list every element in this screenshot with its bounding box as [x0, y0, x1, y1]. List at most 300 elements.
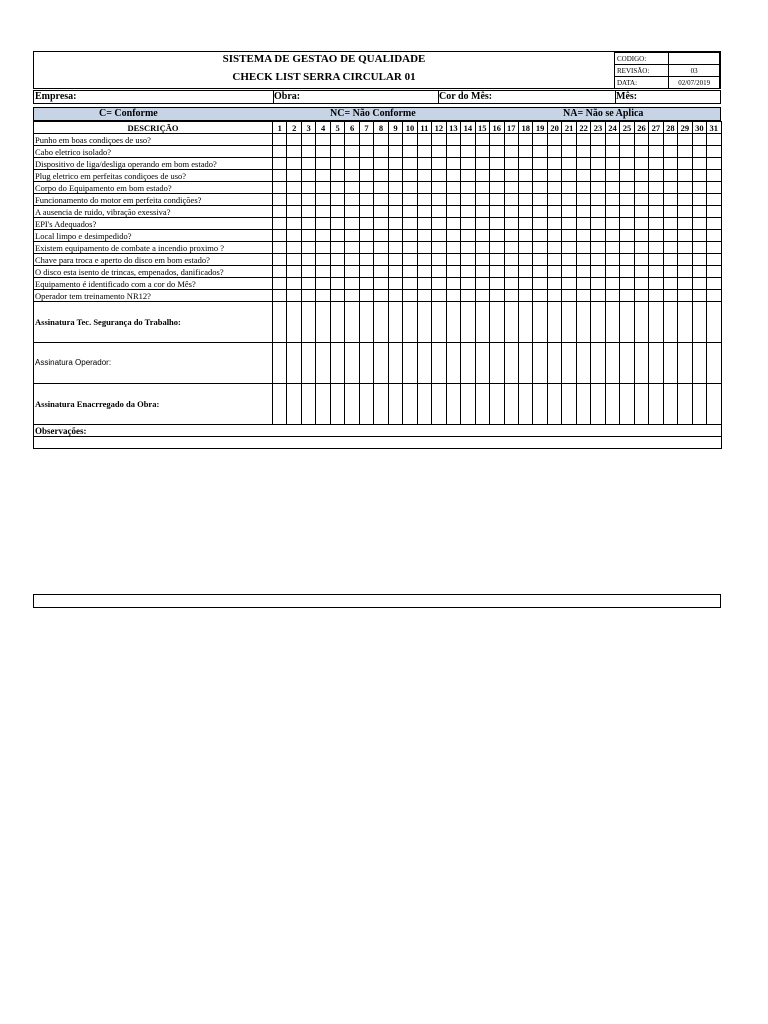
check-cell[interactable] — [345, 254, 359, 266]
check-cell[interactable] — [591, 134, 605, 146]
check-cell[interactable] — [605, 290, 619, 302]
check-cell[interactable] — [388, 206, 402, 218]
check-cell[interactable] — [374, 194, 388, 206]
check-cell[interactable] — [345, 242, 359, 254]
check-cell[interactable] — [576, 266, 590, 278]
check-cell[interactable] — [504, 278, 518, 290]
check-cell[interactable] — [461, 182, 475, 194]
check-cell[interactable] — [316, 194, 330, 206]
signature-cell[interactable] — [446, 343, 460, 384]
check-cell[interactable] — [591, 266, 605, 278]
signature-cell[interactable] — [678, 343, 692, 384]
check-cell[interactable] — [591, 146, 605, 158]
check-cell[interactable] — [490, 218, 504, 230]
signature-cell[interactable] — [359, 302, 373, 343]
check-cell[interactable] — [273, 266, 287, 278]
check-cell[interactable] — [533, 182, 547, 194]
check-cell[interactable] — [504, 254, 518, 266]
check-cell[interactable] — [461, 134, 475, 146]
check-cell[interactable] — [649, 134, 663, 146]
check-cell[interactable] — [490, 146, 504, 158]
check-cell[interactable] — [330, 170, 344, 182]
signature-cell[interactable] — [359, 343, 373, 384]
check-cell[interactable] — [562, 266, 576, 278]
check-cell[interactable] — [504, 146, 518, 158]
check-cell[interactable] — [547, 182, 561, 194]
check-cell[interactable] — [504, 182, 518, 194]
signature-cell[interactable] — [374, 343, 388, 384]
signature-cell[interactable] — [403, 302, 417, 343]
check-cell[interactable] — [562, 242, 576, 254]
check-cell[interactable] — [490, 194, 504, 206]
site-field[interactable]: Obra: — [273, 91, 439, 103]
check-cell[interactable] — [316, 290, 330, 302]
company-field[interactable]: Empresa: — [34, 91, 274, 103]
check-cell[interactable] — [504, 230, 518, 242]
signature-cell[interactable] — [330, 384, 344, 425]
check-cell[interactable] — [432, 146, 446, 158]
check-cell[interactable] — [663, 278, 677, 290]
check-cell[interactable] — [475, 206, 489, 218]
check-cell[interactable] — [403, 170, 417, 182]
check-cell[interactable] — [475, 158, 489, 170]
signature-cell[interactable] — [417, 384, 431, 425]
check-cell[interactable] — [273, 134, 287, 146]
check-cell[interactable] — [562, 206, 576, 218]
check-cell[interactable] — [678, 254, 692, 266]
signature-cell[interactable] — [620, 384, 634, 425]
check-cell[interactable] — [620, 266, 634, 278]
signature-cell[interactable] — [576, 302, 590, 343]
signature-cell[interactable] — [707, 384, 721, 425]
check-cell[interactable] — [359, 146, 373, 158]
signature-cell[interactable] — [707, 302, 721, 343]
check-cell[interactable] — [605, 230, 619, 242]
check-cell[interactable] — [518, 194, 532, 206]
check-cell[interactable] — [678, 230, 692, 242]
check-cell[interactable] — [475, 254, 489, 266]
signature-cell[interactable] — [475, 302, 489, 343]
signature-cell[interactable] — [547, 343, 561, 384]
signature-cell[interactable] — [663, 343, 677, 384]
check-cell[interactable] — [576, 206, 590, 218]
check-cell[interactable] — [634, 254, 648, 266]
check-cell[interactable] — [707, 242, 721, 254]
check-cell[interactable] — [707, 254, 721, 266]
check-cell[interactable] — [403, 278, 417, 290]
check-cell[interactable] — [678, 146, 692, 158]
check-cell[interactable] — [316, 254, 330, 266]
check-cell[interactable] — [663, 182, 677, 194]
check-cell[interactable] — [547, 206, 561, 218]
check-cell[interactable] — [562, 218, 576, 230]
check-cell[interactable] — [591, 206, 605, 218]
check-cell[interactable] — [475, 266, 489, 278]
check-cell[interactable] — [417, 146, 431, 158]
check-cell[interactable] — [374, 230, 388, 242]
check-cell[interactable] — [504, 266, 518, 278]
check-cell[interactable] — [287, 134, 301, 146]
check-cell[interactable] — [417, 290, 431, 302]
check-cell[interactable] — [649, 266, 663, 278]
check-cell[interactable] — [678, 134, 692, 146]
check-cell[interactable] — [605, 134, 619, 146]
check-cell[interactable] — [475, 194, 489, 206]
check-cell[interactable] — [273, 290, 287, 302]
check-cell[interactable] — [518, 134, 532, 146]
check-cell[interactable] — [678, 158, 692, 170]
check-cell[interactable] — [518, 230, 532, 242]
check-cell[interactable] — [330, 206, 344, 218]
check-cell[interactable] — [649, 230, 663, 242]
check-cell[interactable] — [301, 194, 315, 206]
check-cell[interactable] — [388, 218, 402, 230]
check-cell[interactable] — [403, 242, 417, 254]
signature-cell[interactable] — [287, 384, 301, 425]
check-cell[interactable] — [403, 182, 417, 194]
check-cell[interactable] — [620, 254, 634, 266]
check-cell[interactable] — [432, 206, 446, 218]
check-cell[interactable] — [461, 158, 475, 170]
check-cell[interactable] — [359, 194, 373, 206]
signature-cell[interactable] — [533, 343, 547, 384]
check-cell[interactable] — [461, 194, 475, 206]
check-cell[interactable] — [605, 218, 619, 230]
check-cell[interactable] — [475, 218, 489, 230]
check-cell[interactable] — [518, 146, 532, 158]
check-cell[interactable] — [330, 146, 344, 158]
signature-cell[interactable] — [374, 384, 388, 425]
signature-cell[interactable] — [374, 302, 388, 343]
signature-cell[interactable] — [547, 302, 561, 343]
check-cell[interactable] — [649, 182, 663, 194]
check-cell[interactable] — [301, 206, 315, 218]
signature-cell[interactable] — [475, 384, 489, 425]
check-cell[interactable] — [591, 290, 605, 302]
signature-cell[interactable] — [432, 302, 446, 343]
check-cell[interactable] — [417, 242, 431, 254]
check-cell[interactable] — [301, 158, 315, 170]
check-cell[interactable] — [518, 170, 532, 182]
check-cell[interactable] — [576, 182, 590, 194]
check-cell[interactable] — [273, 218, 287, 230]
check-cell[interactable] — [287, 158, 301, 170]
signature-cell[interactable] — [663, 384, 677, 425]
check-cell[interactable] — [547, 134, 561, 146]
check-cell[interactable] — [692, 230, 706, 242]
signature-cell[interactable] — [403, 384, 417, 425]
check-cell[interactable] — [576, 194, 590, 206]
check-cell[interactable] — [417, 134, 431, 146]
check-cell[interactable] — [692, 254, 706, 266]
signature-cell[interactable] — [692, 302, 706, 343]
check-cell[interactable] — [634, 146, 648, 158]
signature-cell[interactable] — [345, 343, 359, 384]
check-cell[interactable] — [273, 242, 287, 254]
check-cell[interactable] — [634, 134, 648, 146]
check-cell[interactable] — [287, 182, 301, 194]
signature-cell[interactable] — [330, 343, 344, 384]
check-cell[interactable] — [504, 134, 518, 146]
check-cell[interactable] — [562, 146, 576, 158]
check-cell[interactable] — [518, 218, 532, 230]
check-cell[interactable] — [591, 278, 605, 290]
signature-cell[interactable] — [504, 302, 518, 343]
check-cell[interactable] — [649, 194, 663, 206]
signature-cell[interactable] — [620, 343, 634, 384]
signature-cell[interactable] — [417, 302, 431, 343]
month-color-field[interactable]: Cor do Mês: — [438, 91, 616, 103]
check-cell[interactable] — [403, 134, 417, 146]
signature-cell[interactable] — [316, 343, 330, 384]
check-cell[interactable] — [663, 134, 677, 146]
signature-cell[interactable] — [301, 343, 315, 384]
check-cell[interactable] — [403, 146, 417, 158]
check-cell[interactable] — [533, 158, 547, 170]
check-cell[interactable] — [576, 158, 590, 170]
check-cell[interactable] — [692, 278, 706, 290]
check-cell[interactable] — [678, 206, 692, 218]
check-cell[interactable] — [707, 218, 721, 230]
signature-cell[interactable] — [533, 302, 547, 343]
check-cell[interactable] — [649, 146, 663, 158]
check-cell[interactable] — [504, 218, 518, 230]
check-cell[interactable] — [301, 170, 315, 182]
signature-cell[interactable] — [533, 384, 547, 425]
signature-cell[interactable] — [432, 384, 446, 425]
check-cell[interactable] — [403, 194, 417, 206]
check-cell[interactable] — [518, 206, 532, 218]
check-cell[interactable] — [417, 182, 431, 194]
check-cell[interactable] — [634, 290, 648, 302]
check-cell[interactable] — [330, 290, 344, 302]
check-cell[interactable] — [359, 218, 373, 230]
check-cell[interactable] — [634, 182, 648, 194]
check-cell[interactable] — [316, 278, 330, 290]
check-cell[interactable] — [620, 182, 634, 194]
check-cell[interactable] — [345, 218, 359, 230]
check-cell[interactable] — [663, 158, 677, 170]
check-cell[interactable] — [533, 242, 547, 254]
check-cell[interactable] — [533, 206, 547, 218]
check-cell[interactable] — [591, 158, 605, 170]
check-cell[interactable] — [634, 170, 648, 182]
check-cell[interactable] — [388, 230, 402, 242]
check-cell[interactable] — [620, 218, 634, 230]
check-cell[interactable] — [417, 266, 431, 278]
check-cell[interactable] — [533, 278, 547, 290]
check-cell[interactable] — [518, 158, 532, 170]
signature-cell[interactable] — [663, 302, 677, 343]
check-cell[interactable] — [446, 146, 460, 158]
check-cell[interactable] — [490, 134, 504, 146]
check-cell[interactable] — [417, 170, 431, 182]
check-cell[interactable] — [432, 230, 446, 242]
check-cell[interactable] — [446, 206, 460, 218]
check-cell[interactable] — [403, 218, 417, 230]
signature-cell[interactable] — [490, 343, 504, 384]
signature-cell[interactable] — [692, 343, 706, 384]
check-cell[interactable] — [316, 218, 330, 230]
signature-cell[interactable] — [359, 384, 373, 425]
check-cell[interactable] — [605, 182, 619, 194]
signature-cell[interactable] — [301, 302, 315, 343]
check-cell[interactable] — [547, 158, 561, 170]
check-cell[interactable] — [461, 206, 475, 218]
check-cell[interactable] — [634, 242, 648, 254]
check-cell[interactable] — [605, 242, 619, 254]
check-cell[interactable] — [620, 206, 634, 218]
check-cell[interactable] — [273, 278, 287, 290]
check-cell[interactable] — [620, 158, 634, 170]
check-cell[interactable] — [576, 230, 590, 242]
check-cell[interactable] — [301, 266, 315, 278]
check-cell[interactable] — [533, 194, 547, 206]
check-cell[interactable] — [273, 182, 287, 194]
check-cell[interactable] — [490, 170, 504, 182]
check-cell[interactable] — [388, 182, 402, 194]
check-cell[interactable] — [316, 206, 330, 218]
check-cell[interactable] — [562, 230, 576, 242]
signature-cell[interactable] — [518, 302, 532, 343]
check-cell[interactable] — [461, 278, 475, 290]
check-cell[interactable] — [490, 290, 504, 302]
check-cell[interactable] — [692, 194, 706, 206]
signature-cell[interactable] — [490, 302, 504, 343]
check-cell[interactable] — [634, 158, 648, 170]
check-cell[interactable] — [605, 170, 619, 182]
check-cell[interactable] — [461, 230, 475, 242]
check-cell[interactable] — [576, 134, 590, 146]
check-cell[interactable] — [374, 242, 388, 254]
signature-cell[interactable] — [692, 384, 706, 425]
check-cell[interactable] — [316, 134, 330, 146]
check-cell[interactable] — [490, 266, 504, 278]
signature-cell[interactable] — [388, 384, 402, 425]
check-cell[interactable] — [446, 254, 460, 266]
signature-cell[interactable] — [301, 384, 315, 425]
check-cell[interactable] — [692, 134, 706, 146]
check-cell[interactable] — [461, 218, 475, 230]
check-cell[interactable] — [316, 182, 330, 194]
check-cell[interactable] — [301, 254, 315, 266]
check-cell[interactable] — [576, 146, 590, 158]
signature-cell[interactable] — [273, 384, 287, 425]
check-cell[interactable] — [330, 230, 344, 242]
check-cell[interactable] — [287, 278, 301, 290]
check-cell[interactable] — [287, 218, 301, 230]
check-cell[interactable] — [591, 218, 605, 230]
signature-cell[interactable] — [388, 343, 402, 384]
check-cell[interactable] — [316, 266, 330, 278]
check-cell[interactable] — [576, 278, 590, 290]
check-cell[interactable] — [490, 206, 504, 218]
check-cell[interactable] — [432, 158, 446, 170]
signature-cell[interactable] — [388, 302, 402, 343]
check-cell[interactable] — [330, 182, 344, 194]
signature-cell[interactable] — [591, 302, 605, 343]
check-cell[interactable] — [461, 146, 475, 158]
check-cell[interactable] — [273, 146, 287, 158]
check-cell[interactable] — [649, 242, 663, 254]
check-cell[interactable] — [649, 206, 663, 218]
check-cell[interactable] — [692, 242, 706, 254]
check-cell[interactable] — [547, 170, 561, 182]
check-cell[interactable] — [345, 134, 359, 146]
check-cell[interactable] — [678, 278, 692, 290]
check-cell[interactable] — [345, 146, 359, 158]
check-cell[interactable] — [490, 254, 504, 266]
check-cell[interactable] — [591, 194, 605, 206]
meta-value-date[interactable]: 02/07/2019 — [669, 77, 720, 89]
check-cell[interactable] — [461, 266, 475, 278]
check-cell[interactable] — [287, 206, 301, 218]
check-cell[interactable] — [518, 290, 532, 302]
check-cell[interactable] — [432, 242, 446, 254]
check-cell[interactable] — [663, 230, 677, 242]
check-cell[interactable] — [345, 266, 359, 278]
check-cell[interactable] — [678, 290, 692, 302]
check-cell[interactable] — [533, 290, 547, 302]
check-cell[interactable] — [649, 170, 663, 182]
check-cell[interactable] — [533, 218, 547, 230]
signature-cell[interactable] — [273, 343, 287, 384]
check-cell[interactable] — [707, 146, 721, 158]
check-cell[interactable] — [432, 254, 446, 266]
check-cell[interactable] — [562, 134, 576, 146]
check-cell[interactable] — [605, 194, 619, 206]
signature-cell[interactable] — [316, 302, 330, 343]
check-cell[interactable] — [620, 170, 634, 182]
check-cell[interactable] — [678, 182, 692, 194]
check-cell[interactable] — [359, 242, 373, 254]
check-cell[interactable] — [432, 278, 446, 290]
check-cell[interactable] — [374, 254, 388, 266]
signature-cell[interactable] — [403, 343, 417, 384]
signature-cell[interactable] — [345, 384, 359, 425]
check-cell[interactable] — [547, 254, 561, 266]
check-cell[interactable] — [692, 158, 706, 170]
signature-cell[interactable] — [634, 302, 648, 343]
check-cell[interactable] — [547, 146, 561, 158]
check-cell[interactable] — [649, 218, 663, 230]
check-cell[interactable] — [417, 278, 431, 290]
check-cell[interactable] — [388, 242, 402, 254]
check-cell[interactable] — [359, 206, 373, 218]
check-cell[interactable] — [591, 254, 605, 266]
check-cell[interactable] — [330, 254, 344, 266]
check-cell[interactable] — [707, 230, 721, 242]
check-cell[interactable] — [707, 278, 721, 290]
signature-cell[interactable] — [634, 384, 648, 425]
check-cell[interactable] — [359, 254, 373, 266]
check-cell[interactable] — [663, 170, 677, 182]
check-cell[interactable] — [432, 218, 446, 230]
check-cell[interactable] — [620, 230, 634, 242]
check-cell[interactable] — [388, 134, 402, 146]
check-cell[interactable] — [446, 134, 460, 146]
check-cell[interactable] — [504, 158, 518, 170]
check-cell[interactable] — [374, 170, 388, 182]
check-cell[interactable] — [345, 158, 359, 170]
check-cell[interactable] — [273, 206, 287, 218]
signature-cell[interactable] — [475, 343, 489, 384]
signature-cell[interactable] — [518, 384, 532, 425]
check-cell[interactable] — [359, 158, 373, 170]
signature-cell[interactable] — [649, 302, 663, 343]
check-cell[interactable] — [605, 266, 619, 278]
signature-cell[interactable] — [273, 302, 287, 343]
